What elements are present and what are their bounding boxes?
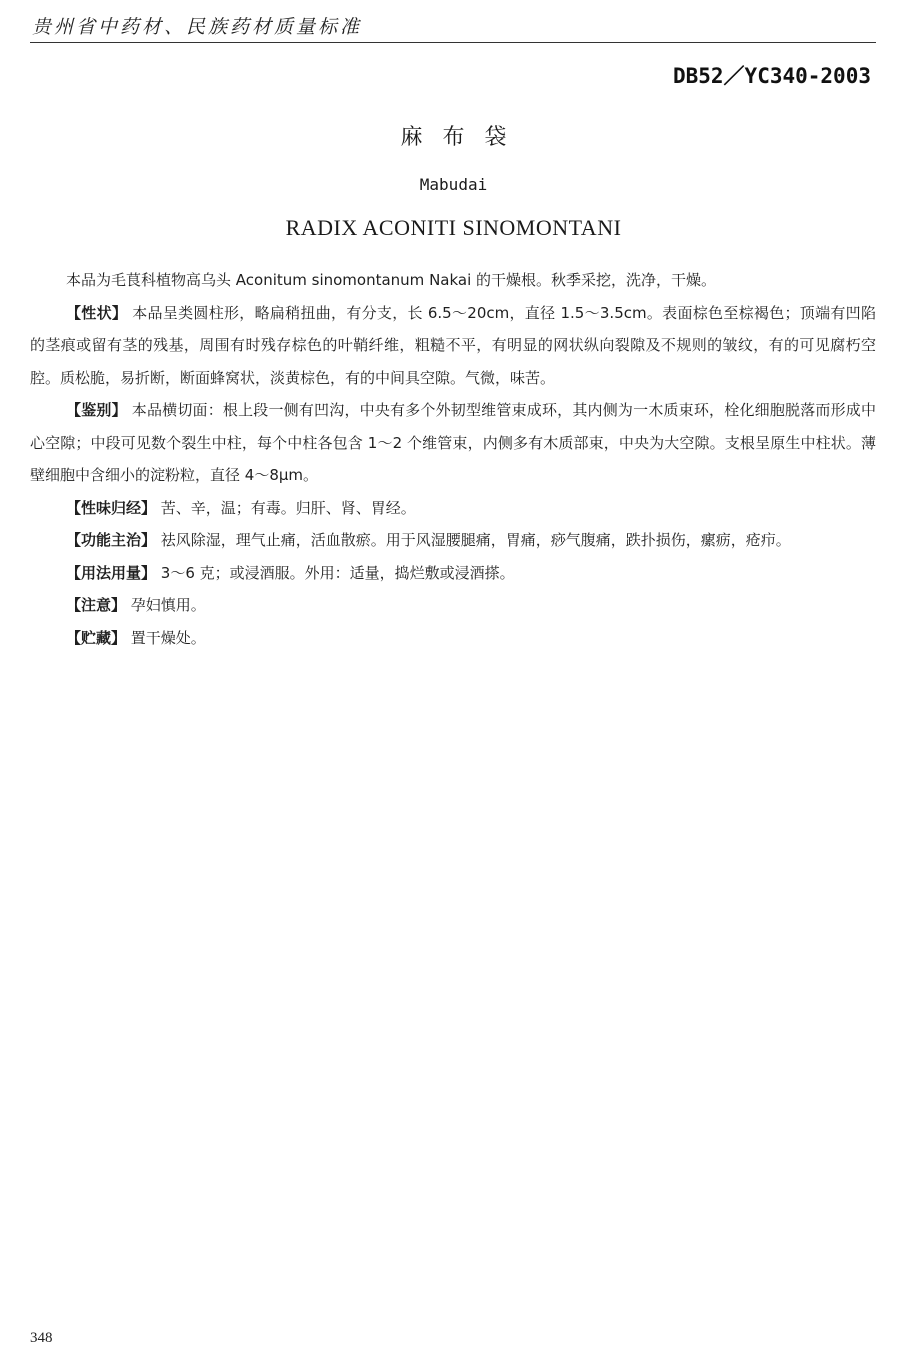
section-label: 【性味归经】 bbox=[66, 498, 157, 517]
section-usage-dosage bbox=[30, 557, 876, 590]
section-storage bbox=[30, 622, 876, 655]
section-text: 苦、辛，温；有毒。归肝、肾、胃经。 bbox=[160, 498, 416, 517]
intro-paragraph: 本品为毛茛科植物高乌头 Aconitum sinomontanum Nakai 的干燥根。秋季采挖，洗净，干燥。 bbox=[66, 271, 717, 289]
monograph-title: 麻布袋 bbox=[400, 125, 527, 150]
section-text: 3～6 克；或浸酒服。外用：适量，捣烂敷或浸酒搽。 bbox=[160, 563, 515, 582]
section-text: 本品呈类圆柱形，略扁稍扭曲，有分支，长 6.5～20cm，直径 1.5～3.5cm。表面棕色至棕褐色；顶端有凹陷的茎痕或留有茎的残基，周围有时残存棕色的叶鞘纤维，粗糙不平，有明显的网状纵向裂隙及不规则的皱纹，有的可见腐朽空腔。质松脆，易折断，断面蜂窝状，淡黄棕色，有的中间具空隙。气微，味苦。 bbox=[30, 303, 876, 387]
running-header-title: 贵州省中药材、民族药材质量标准 bbox=[32, 16, 363, 38]
section-functions-indications bbox=[30, 524, 876, 557]
section-precautions bbox=[30, 589, 876, 622]
section-label: 【用法用量】 bbox=[66, 563, 157, 582]
section-text: 本品横切面：根上段一侧有凹沟，中央有多个外韧型维管束成环，其内侧为一木质束环，栓化细胞脱落而形成中心空隙；中段可见数个裂生中柱，每个中柱各包含 1～2 个维管束，内侧多有木质部束，中央为大空隙。支根呈原生中柱状。薄壁细胞中含细小的淀粉粒，直径 4～8μm。 bbox=[30, 401, 876, 484]
header-rule bbox=[30, 42, 876, 43]
standard-number: DB52／YC340-2003 bbox=[672, 64, 871, 88]
section-label: 【性状】 bbox=[66, 303, 128, 322]
section-characteristics bbox=[30, 297, 876, 395]
monograph-pinyin: Mabudai bbox=[419, 175, 488, 194]
monograph-latin-name: RADIX ACONITI SINOMONTANI bbox=[285, 215, 622, 240]
section-label: 【功能主治】 bbox=[66, 531, 157, 549]
section-text: 置干燥处。 bbox=[130, 628, 206, 647]
page-number: 348 bbox=[30, 1330, 53, 1346]
section-text: 孕妇慎用。 bbox=[130, 596, 206, 614]
monograph-body bbox=[30, 264, 876, 654]
section-text: 祛风除湿，理气止痛，活血散瘀。用于风湿腰腿痛，胃痛，痧气腹痛，跌扑损伤，瘰疬，疮疖。 bbox=[160, 531, 791, 549]
section-label: 【贮藏】 bbox=[66, 628, 127, 647]
section-label: 【鉴别】 bbox=[66, 401, 127, 419]
section-label: 【注意】 bbox=[66, 596, 127, 614]
section-nature-meridian bbox=[30, 492, 876, 525]
section-identification bbox=[30, 394, 876, 492]
